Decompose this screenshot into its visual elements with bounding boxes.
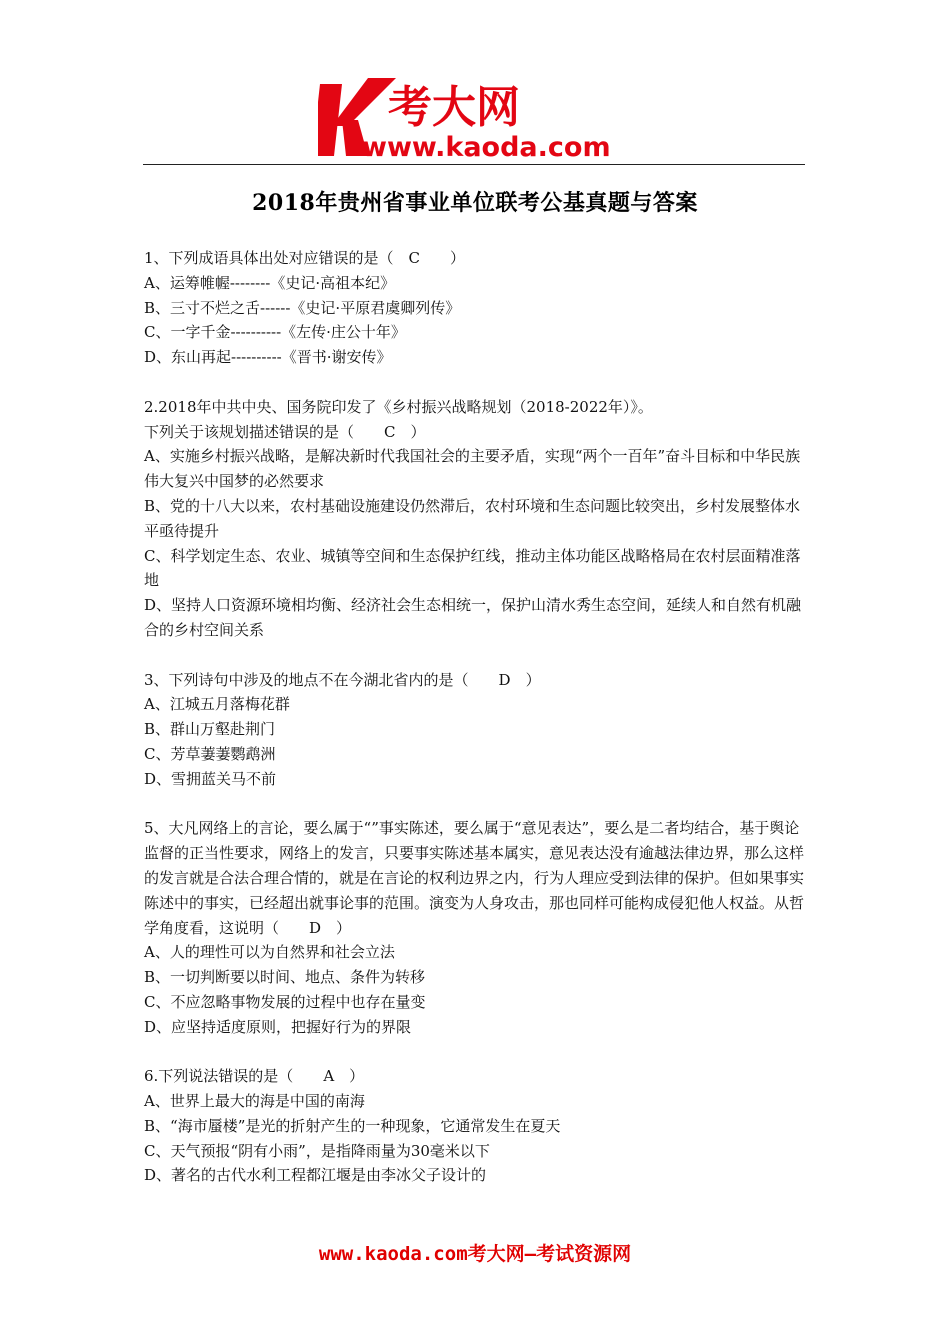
logo-url-text: www.kaoda.com — [362, 132, 611, 162]
question-option: A、人的理性可以为自然界和社会立法 — [144, 943, 395, 962]
question-option: D、坚持人口资源环境相均衡、经济社会生态相统一，保护山清水秀生态空间，延续人和自然有机融合的乡村空间关系 — [144, 596, 802, 639]
question-option: C、科学划定生态、农业、城镇等空间和生态保护红线，推动主体功能区战略格局在农村层面精准落地 — [144, 546, 801, 590]
question-block — [144, 246, 808, 370]
question-option: B、三寸不烂之舌------《史记·平原君虞卿列传》 — [144, 298, 461, 317]
question-option: D、著名的古代水利工程都江堰是由李冰父子设计的 — [144, 1166, 487, 1185]
question-stem: 下列关于该规划描述错误的是（ C ） — [144, 422, 426, 441]
kaoda-logo — [318, 78, 648, 162]
question-option: A、世界上最大的海是中国的南海 — [144, 1092, 365, 1111]
question-option: B、“海市蜃楼”是光的折射产生的一种现象，它通常发生在夏天 — [144, 1116, 561, 1135]
question-stem: 3、下列诗句中涉及的地点不在今湖北省内的是（ D ） — [144, 670, 541, 689]
logo-brand-text: 考大网 — [388, 82, 520, 133]
question-block — [144, 395, 808, 643]
question-option: C、一字千金----------《左传·庄公十年》 — [144, 323, 406, 342]
footer-text: www.kaoda.com考大网—考试资源网 — [318, 1243, 632, 1265]
header-divider — [143, 164, 805, 165]
question-stem: 6.下列说法错误的是（ A ） — [144, 1067, 365, 1086]
question-option: B、党的十八大以来，农村基础设施建设仍然滞后，农村环境和生态问题比较突出，乡村发展整体水平亟待提升 — [144, 496, 801, 540]
question-stem: 1、下列成语具体出处对应错误的是（ C ） — [144, 249, 466, 267]
question-option: C、天气预报“阴有小雨”，是指降雨量为30毫米以下 — [144, 1141, 490, 1160]
question-option: B、一切判断要以时间、地点、条件为转移 — [144, 968, 426, 987]
question-option: A、实施乡村振兴战略，是解决新时代我国社会的主要矛盾，实现“两个一百年”奋斗目标和中华民族伟大复兴中国梦的必然要求 — [144, 447, 801, 491]
question-list — [144, 246, 808, 1213]
question-option: A、运筹帷幄--------《史记·高祖本纪》 — [144, 273, 396, 292]
question-option: C、芳草萋萋鹦鹉洲 — [144, 744, 276, 763]
question-option: C、不应忽略事物发展的过程中也存在量变 — [144, 992, 426, 1011]
question-block — [144, 1064, 808, 1188]
page-title: 2018年贵州省事业单位联考公基真题与答案 — [252, 190, 698, 216]
question-option: D、东山再起----------《晋书·谢安传》 — [144, 348, 392, 367]
question-option: B、群山万壑赴荆门 — [144, 720, 276, 739]
question-block — [144, 668, 808, 792]
question-option: D、应坚持适度原则，把握好行为的界限 — [144, 1017, 412, 1036]
question-option: D、雪拥蓝关马不前 — [144, 769, 277, 788]
question-option: A、江城五月落梅花群 — [144, 695, 290, 714]
question-block — [144, 816, 808, 1039]
question-stem: 5、大凡网络上的言论，要么属于“”事实陈述，要么属于“意见表达”，要么是二者均结合，基于舆论监督的正当性要求，网络上的发言，只要事实陈述基本属实，意见表达没有逾越法律边界，那么这样的发言就是合法合理合情的，就是在言论的权利边界之内，行为人理应受到法律的保护。但如果事实陈述中的事实，已经超出就事论事的范围。演变为人身攻击，那也同样可能构成侵犯他人权益。从哲学角度看，这说明（ D ） — [144, 819, 805, 937]
question-stem: 2.2018年中共中央、国务院印发了《乡村振兴战略规划（2018-2022年）》。 — [144, 397, 653, 416]
